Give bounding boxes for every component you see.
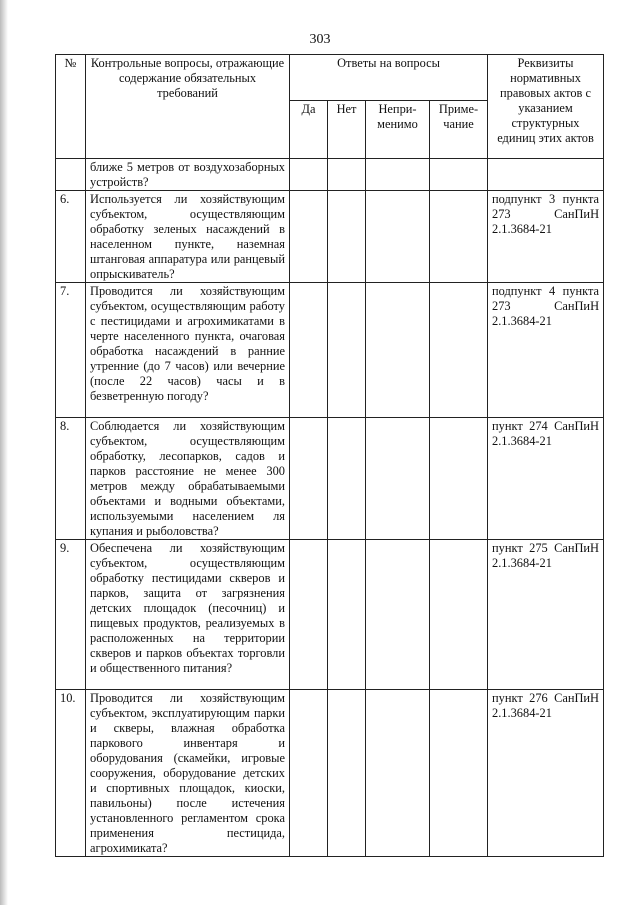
header-answers: Ответы на вопросы [290, 55, 488, 101]
table-row [56, 283, 604, 418]
header-no: Нет [328, 101, 366, 159]
row-num: 7. [56, 283, 86, 418]
answer-yes-cell[interactable] [290, 191, 328, 283]
row-num: 9. [56, 540, 86, 690]
table-row [56, 540, 604, 690]
answer-note-cell[interactable] [430, 418, 488, 540]
row-question: ближе 5 метров от воздухозаборных устройств? [86, 159, 290, 191]
answer-note-cell[interactable] [430, 159, 488, 191]
row-ref: подпункт 3 пункта 273 СанПиН 2.1.3684-21 [488, 191, 604, 283]
answer-no-cell[interactable] [328, 159, 366, 191]
row-ref: пункт 276 СанПиН 2.1.3684-21 [488, 690, 604, 857]
row-question: Проводится ли хозяйствующим субъектом, эксплуатирующим парки и скверы, влажная обработка паркового инвентаря и оборудования (скамейки, игровые сооружения, оборудование детских и спортивных площадок, киоски, павильоны) после истечения установленного регламентом срока применения пестицида, агрохимиката? [86, 690, 290, 857]
answer-na-cell[interactable] [366, 540, 430, 690]
header-yes: Да [290, 101, 328, 159]
row-num: 6. [56, 191, 86, 283]
row-num: 8. [56, 418, 86, 540]
answer-na-cell[interactable] [366, 191, 430, 283]
answer-no-cell[interactable] [328, 418, 366, 540]
answer-note-cell[interactable] [430, 191, 488, 283]
header-question: Контрольные вопросы, отражающие содержание обязательных требований [86, 55, 290, 159]
header-na: Непри- менимо [366, 101, 430, 159]
answer-yes-cell[interactable] [290, 159, 328, 191]
row-question: Соблюдается ли хозяйствующим субъектом, осуществляющим обработку, лесопарков, садов и парков расстояние не менее 300 метров между обрабатываемыми объектами и водными объектами, используемыми населением ля купания и рыболовства? [86, 418, 290, 540]
row-num [56, 159, 86, 191]
row-question: Обеспечена ли хозяйствующим субъектом, осуществляющим обработку пестицидами скверов и парков, защита от загрязнения детских площадок (песочниц) и пищевых продуктов, реализуемых в расположенных на территории скверов и парков объектах торговли и общественного питания? [86, 540, 290, 690]
answer-yes-cell[interactable] [290, 690, 328, 857]
row-ref: подпункт 4 пункта 273 СанПиН 2.1.3684-21 [488, 283, 604, 418]
answer-no-cell[interactable] [328, 191, 366, 283]
answer-no-cell[interactable] [328, 540, 366, 690]
answer-na-cell[interactable] [366, 690, 430, 857]
answer-yes-cell[interactable] [290, 540, 328, 690]
answer-note-cell[interactable] [430, 283, 488, 418]
answer-yes-cell[interactable] [290, 283, 328, 418]
answer-na-cell[interactable] [366, 283, 430, 418]
row-num: 10. [56, 690, 86, 857]
row-question: Проводится ли хозяйствующим субъектом, осуществляющим работу с пестицидами и агрохимикатами в черте населенного пункта, очаговая обработка насаждений в ранние утренние (до 7 часов) или вечерние (после 22 часов) часы и в безветренную погоду? [86, 283, 290, 418]
answer-note-cell[interactable] [430, 690, 488, 857]
header-note: Приме- чание [430, 101, 488, 159]
table-row [56, 159, 604, 191]
row-ref [488, 159, 604, 191]
scan-edge-shadow [0, 0, 8, 905]
answer-no-cell[interactable] [328, 283, 366, 418]
table-row [56, 418, 604, 540]
row-question: Используется ли хозяйствующим субъектом, осуществляющим обработку зеленых насаждений в населенном пункте, наземная штанговая аппаратура или ранцевый опрыскиватель? [86, 191, 290, 283]
page-number: 303 [309, 32, 331, 47]
answer-na-cell[interactable] [366, 159, 430, 191]
table-row [56, 690, 604, 857]
answer-no-cell[interactable] [328, 690, 366, 857]
row-ref: пункт 275 СанПиН 2.1.3684-21 [488, 540, 604, 690]
answer-na-cell[interactable] [366, 418, 430, 540]
answer-note-cell[interactable] [430, 540, 488, 690]
answer-yes-cell[interactable] [290, 418, 328, 540]
header-num: № [56, 55, 86, 159]
header-ref: Реквизиты нормативных правовых актов с указанием структурных единиц этих актов [488, 55, 604, 159]
table-row [56, 191, 604, 283]
checklist-table [55, 54, 604, 857]
row-ref: пункт 274 СанПиН 2.1.3684-21 [488, 418, 604, 540]
